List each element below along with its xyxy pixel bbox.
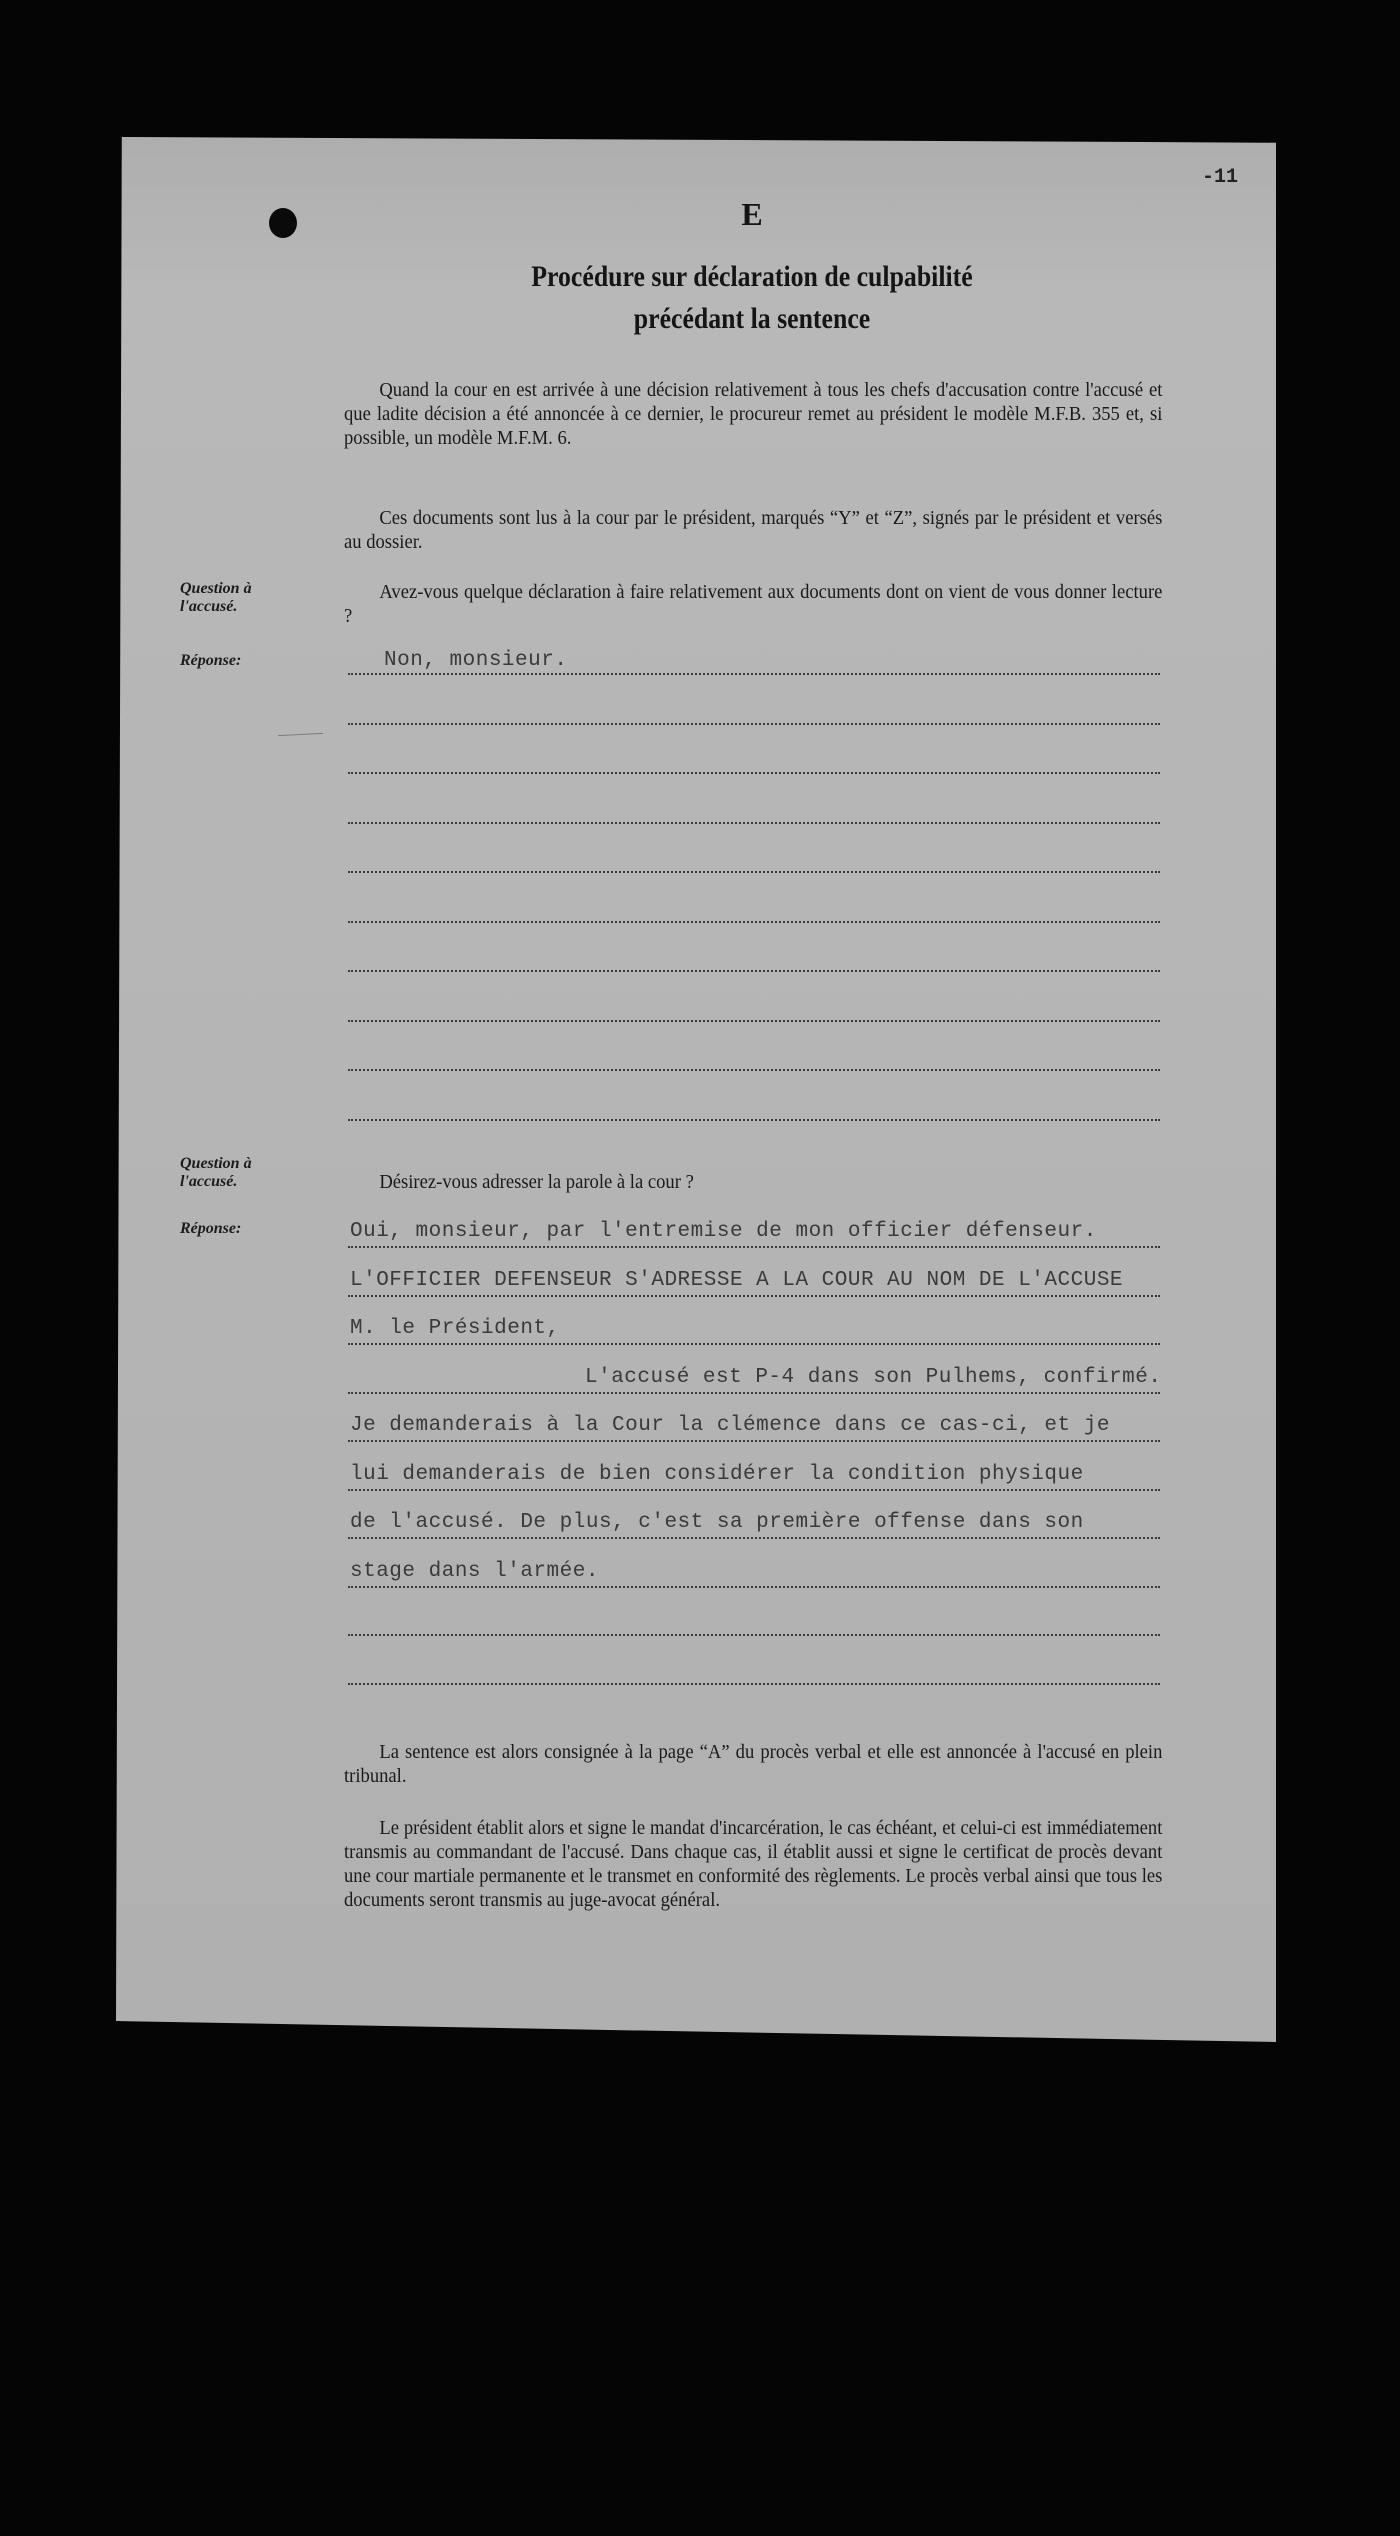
response-dotted-line — [348, 921, 1160, 923]
title-line-2: précédant la sentence — [633, 302, 871, 335]
response-dotted-line — [348, 673, 1160, 675]
response-dotted-line — [348, 1069, 1160, 1071]
typed-response-line: L'accusé est P-4 dans son Pulhems, confirmé. — [585, 1365, 1162, 1389]
section-letter: E — [741, 196, 763, 232]
question-2-body: Désirez-vous adresser la parole à la cour ? — [379, 1171, 694, 1193]
closing-paragraph-2 — [344, 1816, 1162, 1912]
response-dotted-line — [348, 1392, 1160, 1394]
closing-paragraph-1 — [344, 1740, 1162, 1788]
response-dotted-line — [348, 1537, 1160, 1539]
response-dotted-line — [348, 1440, 1160, 1442]
closing-paragraph-1-text: La sentence est alors consignée à la page “A” du procès verbal et elle est annoncée à l'accusé en plein tribunal. — [344, 1741, 1163, 1787]
closing-paragraph-2-text: Le président établit alors et signe le mandat d'incarcération, le cas échéant, et celui-ci est immédiatement transmis au commandant de l'accusé. Dans chaque cas, il établit aussi et signe le certificat de procès devant une cour martiale permanente et le transmet en conformité des règlements. Le procès verbal ainsi que tous les documents seront transmis au juge-avocat général. — [344, 1817, 1163, 1911]
response-1-label: Réponse: — [180, 652, 242, 669]
question-2-text — [344, 1170, 1162, 1194]
question-1-body: Avez-vous quelque déclaration à faire relativement aux documents dont on vient de vous donner lecture ? — [344, 581, 1163, 627]
typed-response-line: Oui, monsieur, par l'entremise de mon officier défenseur. — [350, 1220, 1097, 1243]
response-dotted-line — [348, 1246, 1160, 1248]
response-2-label: Réponse: — [180, 1220, 242, 1237]
question-1-text — [344, 580, 1162, 628]
typed-response-line: L'OFFICIER DEFENSEUR S'ADRESSE A LA COUR AU NOM DE L'ACCUSE — [350, 1268, 1124, 1292]
response-dotted-line — [348, 822, 1160, 824]
response-dotted-line — [348, 772, 1160, 774]
response-dotted-line — [348, 1683, 1160, 1685]
intro-paragraph-1-text: Quand la cour en est arrivée à une décision relativement à tous les chefs d'accusation contre l'accusé et que ladite décision a été annoncée à ce dernier, le procureur remet au président le modèle M.F.B. 355 et, si possible, un modèle M.F.M. 6. — [344, 379, 1163, 449]
title-line-1: Procédure sur déclaration de culpabilité — [531, 260, 973, 293]
intro-paragraph-2 — [344, 506, 1162, 554]
typed-response-line: lui demanderais de bien considérer la condition physique — [350, 1462, 1084, 1486]
response-dotted-line — [348, 1119, 1160, 1121]
typed-response-line: stage dans l'armée. — [350, 1559, 599, 1583]
response-dotted-line — [348, 970, 1160, 972]
intro-paragraph-2-text: Ces documents sont lus à la cour par le président, marqués “Y” et “Z”, signés par le président et versés au dossier. — [344, 507, 1163, 553]
typed-response-line: M. le Président, — [350, 1317, 560, 1340]
response-dotted-line — [348, 1586, 1160, 1588]
question-2-label: Question à l'accusé. — [180, 1155, 252, 1190]
response-dotted-line — [348, 871, 1160, 873]
response-dotted-line — [348, 1295, 1160, 1297]
typed-response-line: Non, monsieur. — [384, 649, 568, 672]
question-1-label: Question à l'accusé. — [180, 580, 252, 615]
intro-paragraph-1 — [344, 378, 1162, 450]
typed-response-line: Je demanderais à la Cour la clémence dans ce cas-ci, et je — [350, 1414, 1110, 1437]
response-dotted-line — [348, 1489, 1160, 1491]
page-number: -11 — [1202, 166, 1239, 189]
response-dotted-line — [348, 1634, 1160, 1636]
response-dotted-line — [348, 1343, 1160, 1345]
response-dotted-line — [348, 723, 1160, 725]
typed-response-line: de l'accusé. De plus, c'est sa première offense dans son — [350, 1511, 1084, 1534]
response-dotted-line — [348, 1020, 1160, 1022]
